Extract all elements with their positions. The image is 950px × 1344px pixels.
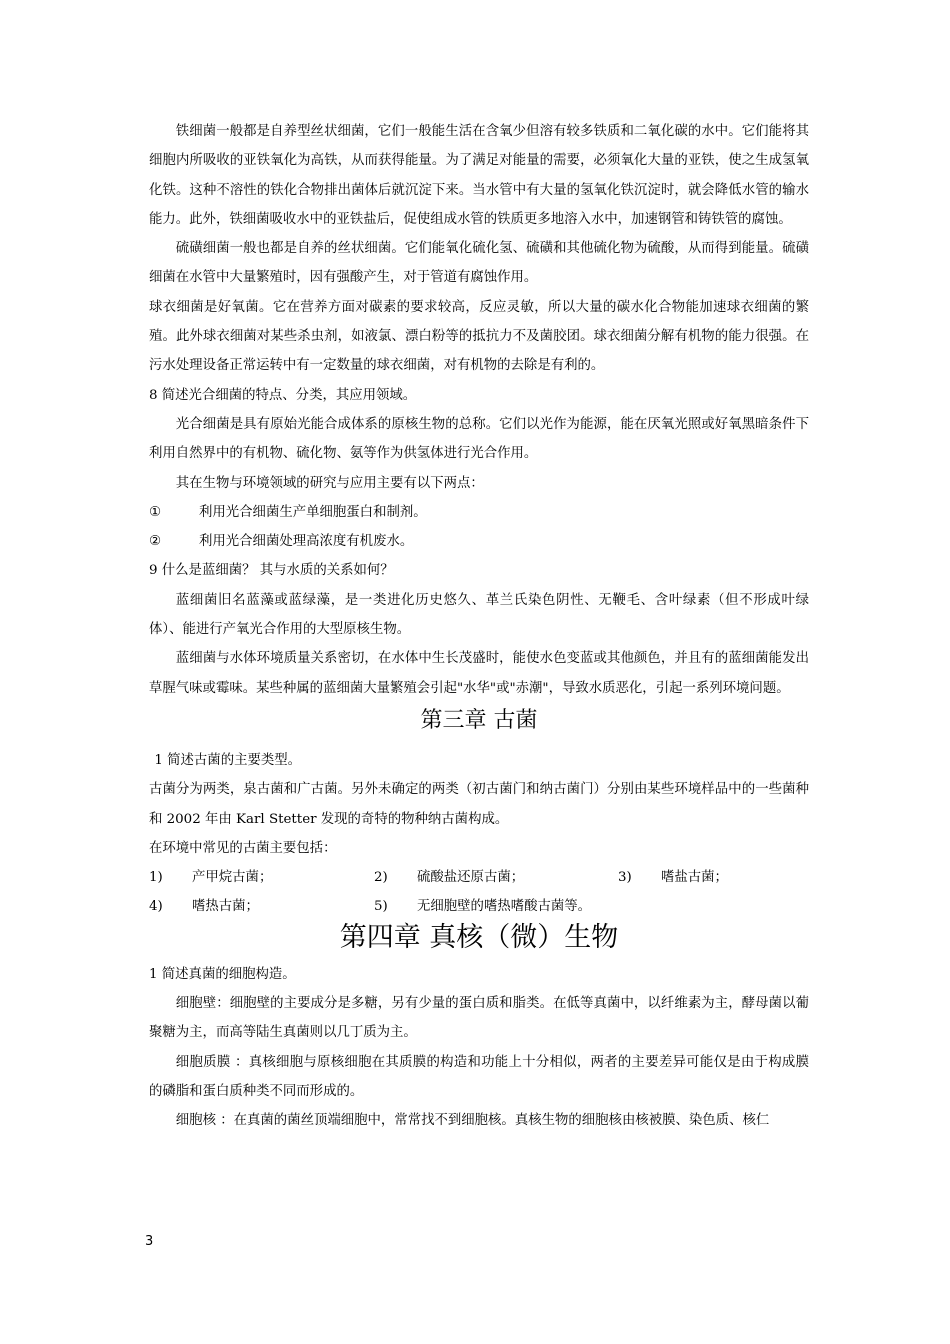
list-item <box>149 527 809 556</box>
page-content <box>149 117 809 1136</box>
list-item-text: 产甲烷古菌； <box>192 870 273 886</box>
paragraph-archaea-types: 古菌分为两类，泉古菌和广古菌。另外未确定的两类（初古菌门和纳古菌门）分别由某些环境样品中的一些菌种和 2002 年由 Karl Stetter 发现的奇特的物种纳古菌构成。 <box>149 782 809 827</box>
list-item-text: 嗜盐古菌； <box>661 870 728 886</box>
list-item <box>374 863 618 892</box>
list-item <box>374 892 591 921</box>
list-marker: ② <box>149 534 162 550</box>
chapter-3-title: 第三章 古菌 <box>420 707 538 733</box>
paragraph-cyanobacteria: 蓝细菌旧名蓝藻或蓝绿藻，是一类进化历史悠久、革兰氏染色阴性、无鞭毛、含叶绿素（但不形成叶绿体）、能进行产氧光合作用的大型原核生物。 <box>149 592 809 638</box>
list-item <box>149 498 809 527</box>
paragraph-sphaerotilus: 球衣细菌是好氧菌。它在营养方面对碳素的要求较高，反应灵敏，所以大量的碳水化合物能加速球衣细菌的繁殖。此外球衣细菌对某些杀虫剂，如液氯、漂白粉等的抵抗力不及菌胶团。球衣细菌分解有机物的能力很强。在污水处理设备正常运转中有一定数量的球衣细菌，对有机物的去除是有利的。 <box>149 299 809 374</box>
list-number: 3) <box>618 870 632 886</box>
list-item <box>149 863 374 892</box>
list-number: 1) <box>149 870 163 886</box>
list-item-text: 嗜热古菌； <box>192 899 259 915</box>
paragraph-iron-bacteria: 铁细菌一般都是自养型丝状细菌，它们一般能生活在含氧少但溶有较多铁质和二氧化碳的水中。它们能将其细胞内所吸收的亚铁氧化为高铁，从而获得能量。为了满足对能量的需要，必须氧化大量的亚铁，使之生成氢氧化铁。这种不溶性的铁化合物排出菌体后就沉淀下来。当水管中有大量的氢氧化铁沉淀时，就会降低水管的输水能力。此外，铁细菌吸收水中的亚铁盐后，促使组成水管的铁质更多地溶入水中，加速钢管和铸铁管的腐蚀。 <box>149 124 809 227</box>
list-number: 5) <box>374 899 388 915</box>
paragraph-cell-wall: 细胞壁：细胞壁的主要成分是多糖，另有少量的蛋白质和脂类。在低等真菌中，以纤维素为主，酵母菌以葡聚糖为主，而高等陆生真菌则以几丁质为主。 <box>149 996 809 1041</box>
question-8: 8 简述光合细菌的特点、分类，其应用领域。 <box>149 387 417 403</box>
list-item-text: 硫酸盐还原古菌； <box>417 870 525 886</box>
list-number: 4) <box>149 899 163 915</box>
list-item <box>149 892 374 921</box>
chapter-3-question-1: 1 简述古菌的主要类型。 <box>154 752 302 768</box>
chapter-4-title: 第四章 真核（微）生物 <box>339 921 619 953</box>
list-item-text: 利用光合细菌处理高浓度有机废水。 <box>199 534 414 550</box>
list-marker: ① <box>149 504 162 520</box>
page-number: 3 <box>145 1234 154 1249</box>
paragraph-archaea-common: 在环境中常见的古菌主要包括： <box>149 840 337 856</box>
paragraph-photosynthetic-bacteria: 光合细菌是具有原始光能合成体系的原核生物的总称。它们以光作为能源，能在厌氧光照或好氧黑暗条件下利用自然界中的有机物、硫化物、氨等作为供氢体进行光合作用。 <box>149 416 809 462</box>
chapter-4-question-1: 1 简述真菌的细胞构造。 <box>149 966 296 982</box>
question-9: 9 什么是蓝细菌？ 其与水质的关系如何？ <box>149 563 394 579</box>
paragraph-applications-intro: 其在生物与环境领域的研究与应用主要有以下两点： <box>175 475 484 491</box>
paragraph-cell-nucleus: 细胞核 ：在真菌的菌丝顶端细胞中，常常找不到细胞核。真核生物的细胞核由核被膜、染色质、核仁 <box>175 1113 770 1129</box>
archaea-list-row <box>149 863 809 892</box>
list-number: 2) <box>374 870 388 886</box>
list-item-text: 无细胞壁的嗜热嗜酸古菌等。 <box>417 899 592 915</box>
archaea-list-row <box>149 892 809 921</box>
list-item-text: 利用光合细菌生产单细胞蛋白和制剂。 <box>199 504 427 520</box>
paragraph-cell-membrane: 细胞质膜 ：真核细胞与原核细胞在其质膜的构造和功能上十分相似，两者的主要差异可能仅是由于构成膜的磷脂和蛋白质种类不同而形成的。 <box>149 1054 809 1099</box>
paragraph-sulfur-bacteria: 硫磺细菌一般也都是自养的丝状细菌。它们能氧化硫化氢、硫磺和其他硫化物为硫酸，从而得到能量。硫磺细菌在水管中大量繁殖时，因有强酸产生，对于管道有腐蚀作用。 <box>149 241 809 286</box>
paragraph-cyanobacteria-water: 蓝细菌与水体环境质量关系密切，在水体中生长茂盛时，能使水色变蓝或其他颜色，并且有的蓝细菌能发出草腥气味或霉味。某些种属的蓝细菌大量繁殖会引起"水华"或"赤潮"，导致水质恶化，引起一系列环境问题。 <box>149 651 809 696</box>
list-item <box>618 863 728 892</box>
